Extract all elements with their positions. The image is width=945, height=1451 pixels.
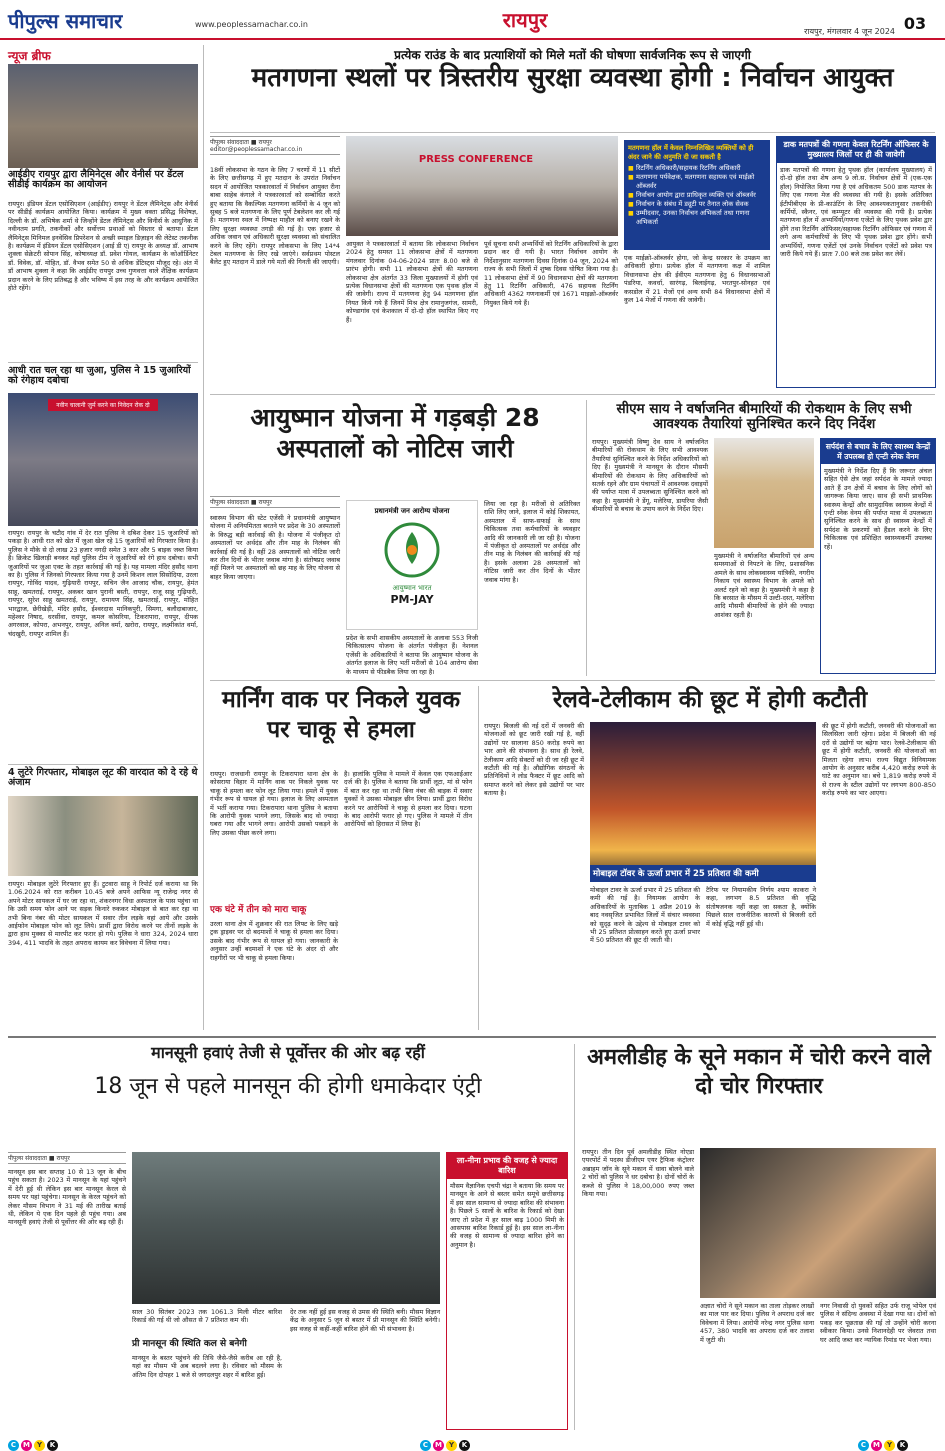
magenta-mark: M — [871, 1440, 882, 1451]
la-nina-box-body: मौसम वैज्ञानिक एचपी चंद्रा ने बताया कि समय पर मानसून के आने से बस्तर समेत समूचे छत्तीसगढ़ में इस साल सामान्य से ज्यादा बारिश की संभावना है। पिछले 5 सालों के बारिश के रिकार्ड को देखा जाए तो प्रदेश में हर साल बाढ़ 1000 मिमी के आसपास बारिश रिकार्ड हुई है। इस साल ला-नीना की वजह से सामान्य से ज्यादा बारिश होने का अनुमान है। — [450, 1182, 564, 1249]
morning-walk-body-col1b: उरला थाना क्षेत्र में शुक्रवार की रात लिफ्ट के लिए खड़े ट्रक ड्राइवर पर दो बदमाशों ने चाकू से हमला कर दिया। उसके बाद गंभीर रूप से घायल हो गया। जानकारी के अनुसार उन्हीं बदमाशों ने एक घंटे के अंदर दो और राहगीरों पर भी चाकू से हमला किया। — [210, 920, 338, 962]
railway-body-col4: की छूट में होगी कटौती, जनवरी की योजनाओं का सिलसिला जारी रहेगा। प्रदेश में बिजली की नई दरों से उद्योगों पर बढ़ेगा भार। रेलवे-टेलीकाम की छूट में होगी कटौती, जनवरी की योजनाओं का मिलता रहेगा लाभ। राज्य विद्युत विनियामक आयोग के अनुसार करीब 4,420 करोड़ रुपये के घाटे का अनुमान था। बचे 1,819 करोड़ रुपये में से राज्य के स्टील उद्योगों पर लगभग 800-850 करोड़ रुपये का भार आएगा। — [822, 722, 936, 798]
railway-body-col1: रायपुर। बिजली की नई दरों में जनवरी की योजनाओं को छूट जारी रखी गई है, वहीं उद्योगों पर सालाना 850 करोड़ रुपये का भार आने की संभावना है। साथ ही रेलवे, टेलीकाम आदि सेक्टरों को दी जा रही छूट में कटौती की गई है। औद्योगिक संगठनों के प्रतिनिधियों ने लोड फैक्टर में छूट आदि को समाप्त करने को लेकर इसे उद्योगों पर भार बताया है। — [484, 722, 584, 798]
magenta-mark: M — [433, 1440, 444, 1451]
news-brief-label: न्यूज ब्रीफ — [8, 49, 51, 63]
monsoon-body-col2: साल 30 सितंबर 2023 तक 1061.3 मिली मीटर बारिश रिकार्ड की गई थी जो औसत से 7 प्रतिशत कम थी। — [132, 1308, 282, 1325]
yellow-mark: Y — [34, 1440, 45, 1451]
morning-walk-headline: मार्निंग वाक पर निकले युवक पर चाकू से हमला — [221, 687, 461, 743]
counting-hall-box — [624, 140, 770, 250]
paper-logo — [8, 6, 168, 36]
palm-trees-storm-photo — [132, 1152, 440, 1304]
cyan-mark: C — [8, 1440, 19, 1451]
pmjay-logo-top: प्रधानमंत्री जन आरोग्य योजना — [374, 507, 450, 515]
brief-item2-headline: आधी रात चल रहा था जुआ, पुलिस ने 15 जुआरियों को रंगेहाथ दबोचा — [8, 365, 191, 387]
ayushman-body-col2: प्रदेश के सभी शासकीय अस्पतालों के अलावा 553 निजी चिकित्सालय योजना के अंतर्गत पंजीकृत हैं। नेशनल एजेंसी के अधिकारियों ने बताया कि आयुष्मान योजना के अंतर्गत इलाज के लिए भर्ती मरीजों से 104 आरोग्य सेवा के माध्यम से फीडबैक लिया जा रहा है। — [346, 634, 478, 676]
lead-body-col1: 18वीं लोकसभा के गठन के लिए 7 चरणों में 11 सीटों के लिए छत्तीसगढ़ में हुए मतदान के उपरांत निर्वाचन सदन में आयोजित पत्रकारवार्ता में निर्वाचन आयुक्त रीना बाबा साहेब कंगाले ने पत्रकारवार्ता को सम्बोधित करते हुए बताया कि वैकल्पिक मतगणना कर्मियों के 4 जून को सुबह 5 बजे मतगणना के लिए पूर्ण टेबलेशन कर ली गई है। मतगणना स्थल में निष्पक्ष माहौल को बनाए रखने के लिए सुरक्षा व्यवस्था तगड़ी की गई है। एक हजार से अधिक जवान एवं अधिकारी सुरक्षा व्यवस्था को संचालित करने के लिए रहेंगे। रायपुर लोकसभा के लिए 14*4 टेबल मतगणना के लिए रखे जाएंगे। सर्वप्रथम पोस्टल बैलेट हुए मतदान में डाले गये मतों की गिनती की जाएगी। — [210, 166, 340, 267]
power-tower-photo — [590, 722, 816, 882]
lead-byline: पीपुल्स संवाददाता ■ रायपुर editor@peoplessamachar.co.in — [210, 136, 340, 158]
box-item: ■ रिटर्निंग अधिकारी/सहायक रिटर्निंग अधिकारी — [628, 164, 766, 173]
railway-body-col3: टैरिफ पर नियामकीय निर्णय श्याम काकरा ने कहा, लगभग 8.5 प्रतिशत की वृद्धि संतोषजनक नहीं कहा जा सकता है, क्योंकि पिछले साल राजनीतिक कारणों से बिजली दरों में कोई वृद्धि नहीं हुई थी। — [706, 886, 816, 928]
cyan-mark: C — [858, 1440, 869, 1451]
monsoon-kicker: मानसूनी हवाएं तेजी से पूर्वोत्तर की ओर बढ़ रहीं — [151, 1043, 425, 1062]
lead-body-col2: आयुक्त ने पत्रकारवार्ता में बताया कि लोकसभा निर्वाचन 2024 हेतु समस्त 11 लोकसभा क्षेत्रों में मतगणना मंगलवार दिनांक 04-06-2024 प्रातः 8.00 बजे से प्रारंभ होगी। सभी 11 लोकसभा क्षेत्रों की मतगणना लोकसभा क्षेत्र अंतर्गत 33 जिला मुख्यालयों में होगी एवं प्रत्येक विधानसभा क्षेत्रों की मतगणना एक पृथक हॉल में की जावेगी। राज्य में मतगणना हेतु 94 मतगणना हॉल नियत किये गये हैं जिनमें मिश्र क्षेत्र रामानुजगंज, सामरी, कोण्डागांव एवं केशकाल में दो-दो हॉल स्थापित किए गए हैं। — [346, 240, 478, 324]
railway-headline: रेलवे-टेलीकाम की छूट में होगी कटौती — [552, 687, 868, 713]
box-item: ■ निर्वाचन के संबंध में ड्यूटी पर तैनात लोक सेवक — [628, 200, 766, 209]
counting-hall-box-title: मतगणना हॉल में केवल निम्नलिखित व्यक्तियों को ही अंदर जाने की अनुमति दी जा सकती है — [628, 144, 754, 161]
postal-ballot-box-title: डाक मतपत्रों की गणना केवल रिटर्निंग ऑफिसर के मुख्यालय जिलों पर ही की जावेगी — [777, 137, 935, 163]
masthead — [0, 0, 945, 40]
black-mark: K — [897, 1440, 908, 1451]
power-tower-caption: मोबाइल टॉवर के ऊर्जा प्रभार में 25 प्रतिशत की कमी — [590, 865, 816, 882]
la-nina-box-title: ला-नीना प्रभाव की वजह से ज्यादा बारिश — [447, 1153, 567, 1179]
lead-body-col3: पूर्व सूचना सभी अभ्यर्थियों को रिटर्निंग अधिकारियों के द्वारा प्रदान कर दी गयी है। भारत निर्वाचन आयोग के निर्देशानुसार मतगणना दिवस दिनांक 04 जून, 2024 को राज्य के सभी जिलों में शुष्क दिवस घोषित किया गया है। 11 लोकसभा क्षेत्रों में 90 विधानसभा क्षेत्रों की मतगणना हेतु 11 रिटर्निंग अधिकारी, 476 सहायक रिटर्निंग अधिकारी 4362 गणनाकर्मी एवं 1671 माइक्रो-ऑब्जर्वर नियुक्त किये गये हैं। — [484, 240, 618, 307]
amlidih-headline: अमलीडीह के सूने मकान में चोरी करने वाले दो चोर गिरफ्तार — [587, 1045, 931, 1099]
city-title: रायपुर — [502, 8, 548, 32]
cyan-mark: C — [420, 1440, 431, 1451]
edition-date: रायपुर, मंगलवार 4 जून 2024 — [804, 27, 895, 36]
website[interactable]: www.peoplessamachar.co.in — [195, 20, 308, 29]
press-conference-photo — [346, 136, 618, 236]
lead-body-col5: एक माईक्रो-ऑब्जर्वर होगा, जो केन्द्र सरकार के उपक्रम का अधिकारी होगा। प्रत्येक हॉल में मतगणना कक्ष में शामिल विधानसभा क्षेत्र की ईवीएम मतगणना हेतु 6 विधानसभाओं पंडरिया, कवर्धा, सारंगढ़, बिलाईगढ़, भरतपुर-सोनहत एवं कसडोल में 21 मेजों एवं अन्य सभी 84 विधानसभा क्षेत्रों में कुल 14 मेजों में गणना की जावेगी। — [624, 254, 770, 305]
snake-venom-box — [820, 438, 936, 674]
magenta-mark: M — [21, 1440, 32, 1451]
box-item: ■ मतगणना पर्यवेक्षक, मतगणना सहायक एवं माईक्रो ऑब्जर्वर — [628, 173, 766, 191]
snake-venom-box-title: सर्पदंश से बचाव के लिए स्वास्थ्य केन्द्रों में उपलब्ध हो एन्टी स्नेक वेनम — [821, 439, 935, 464]
black-mark: K — [459, 1440, 470, 1451]
snake-venom-box-body: मुख्यमंत्री ने निर्देश दिए हैं कि जरूरत अंचल सहित ऐसे क्षेत्र जहां सर्पदंश के मामले ज्यादा आते हैं उन क्षेत्रों में बचाव के लिए लोगों को जागरूक किया जाए। साथ ही सभी प्राथमिक स्वास्थ्य केन्द्रों और सामुदायिक स्वास्थ्य केन्द्रों में एन्टी स्नेक वेनम की पर्याप्त मात्रा में उपलब्धता सुनिश्चित करने के साथ ही स्वास्थ्य केन्द्रों में सर्पदंश के प्रकरणों को हैंडल करने के लिए चिकित्सक एवं प्रशिक्षित स्वास्थ्यकर्मी उपलब्ध रहें। — [824, 467, 932, 551]
morning-walk-body-col1: रायपुर। राजधानी रायपुर के टिकरापारा थाना क्षेत्र के कोसराया विहार में मार्निंग वाक पर निकले युवक पर चाकू से हमला कर फोन लूट लिया गया। हमले में युवक गंभीर रूप से घायल हो गया। इलाज के लिए अस्पताल में भर्ती कराया गया। टिकरापारा थाना पुलिस ने बताया कि आरोपी युवक भागने लगा, जिसके बाद वो ज्यादा घबरा गया और भागने लगा। आरोपी उसको पकड़ने के लिए उसका पीछा करने लगा। — [210, 770, 338, 837]
cmyk-marks-footer-right — [858, 1432, 938, 1449]
pmjay-logo-mid: आयुष्मान भारत — [392, 584, 432, 592]
ayushman-headline: आयुष्मान योजना में गड़बड़ी 28 अस्पतालों को नोटिस जारी — [250, 403, 540, 464]
amlidih-body-col3: नगर निवासी दो युवकों सहित उर्फ राजू भोपेल एवं पुलिस ने संदिग्ध अवस्था में देखा गया था। दोनों को पकड़ कर पूछताछ की गई तो उन्होंने चोरी करना स्वीकार किया। उनसे निशानदेही पर जेवरात तथा घर आदि जब्त कर न्यायिक रिमांड पर भेजा गया। — [820, 1302, 936, 1344]
brief-item1-headline: आईडीए रायपुर द्वारा लैमिनेट्स और वेनीर्स पर डेंटल सीडीई कार्यक्रम का आयोजन — [8, 169, 184, 191]
brief-item3-body: रायपुर। मोबाइल लुटेरे गिरफ्तार हुए हैं। टुटवारा साहू ने रिपोर्ट दर्ज कराया था कि 1.06.2024 को रात करीबन 10.45 बजे अपने आफिस न्यू राजेन्द्र नगर से अपने मोटर सायकल में घर जा रहा था, शंकरनगर विधा अस्पताल के पास पहुंचा था कि उसी समय फोन आने पर सड़क किनारे रुककर मोबाइल से बात कर रहा था तभी बिना नंबर की मोटर सायकल में सवार तीन लड़के वहां आये और उसके आईफोन मोबाइल फोन को लूट लिये। प्रार्थी द्वारा विरोध करने पर तीनों लड़के के द्वारा हाथ मुक्का से मारपीट कर फरार हो गये। पुलिस ने धारा 324, 2024 धारा 394, 411 भादवि के तहत अपराध कायम कर विवेचना में लिया गया। — [8, 880, 198, 947]
lead-headline: मतगणना स्थलों पर त्रिस्तरीय सुरक्षा व्यवस्था होगी : निर्वाचन आयुक्त — [251, 63, 894, 93]
box-item: ■ निर्वाचन आयोग द्वारा प्राधिकृत व्यक्ति एवं ऑब्जर्वर — [628, 191, 766, 200]
monsoon-headline: 18 जून से पहले मानसून की होगी धमाकेदार एंट्री — [94, 1074, 482, 1099]
cm-body-col2: मुख्यमंत्री ने वर्षाजनित बीमारियों एवं अन्य समस्याओं से निपटने के लिए, प्रशासनिक अमले के साथ लोकस्वास्थ्य यांत्रिकी, नगरीय निकाय एवं स्वास्थ्य विभाग के अमले को अलर्ट रहने को कहा है। मुख्यमंत्री ने कहा है कि बरसात के मौसम में उल्टी-दस्त, मलेरिया आदि मौसमी बीमारियों के होने की ज्यादा आशंका रहती है। — [714, 552, 814, 619]
amlidih-body-col2: अज्ञात चोरों ने सूने मकान का ताला तोड़कर लाखों का माल पार कर दिया। पुलिस ने अपराध दर्ज कर विवेचना में लिया। आरोपी नरेन्द्र नगर पुलिस थाना 457, 380 भादवि का अपराध दर्ज कर तलाश में जुटी थी। — [700, 1302, 814, 1344]
lead-kicker: प्रत्येक राउंड के बाद प्रत्याशियों को मिले मतों की घोषणा सार्वजनिक रूप से जाएगी — [394, 48, 751, 62]
black-mark: K — [47, 1440, 58, 1451]
brief-item2-body: रायपुर। रायपुर के चटौद गांव में देर रात पुलिस ने दबिश देकर 15 जुआरियों को पकड़ा है। आधी रात को खेत में जुआ खेल रहे 15 जुआरियों को गिरफ्तार किया है। पुलिस ने मौके से दो लाख 23 हजार नगदी समेत 3 कार और 5 बाइक जब्त किया है। क्रिकेट खिलाड़ी बनकर यहाँ पुलिस टीम ने जुआरियों को रंगे हाथ दबोचा। सभी जुआरियों पर जुआ एक्ट के तहत कार्रवाई की गई है। यह मामला मंदिर हसौद थाना का है। पुलिस ने जिनको गिरफ्तार किया गया है उनमें किशन लाल सिसोदिया, उरला रायपुर, गोविंद यादव, गुढ़ियारी रायपुर, सचिन जैन आजाद चौक, रायपुर, हेमंत साहू, खमतराई, रायपुर, अकबर खान पुरानी बस्ती, रायपुर, राजू साहू गुढ़ियारी, रायपुर, सुरेश साहू खमतराई, रायपुर, रामायण सिंह, खमतराई, रायपुर, मोहित भारद्वाज, छेरीखेड़ी, मंदिर हसौद, ईश्वरदास मानिकपुरी, सिमगा, बलौदाबाजार, महेश्वर निषाद, धरसींवा, रायपुर, कमल कोसरिया, टिकरापारा, रायपुर, दीपक अगरवाल, कोपरा, अभनपुर, रायपुर, अनिल वर्मा, खरोरा, रायपुर, लक्ष्मीकांत वर्मा, चंदखुरी, रायपुर शामिल हैं। — [8, 529, 198, 638]
monsoon-byline: पीपुल्स संवाददाता ■ रायपुर — [8, 1152, 126, 1167]
page-number: 03 — [903, 14, 927, 33]
banner-caption: नवीन चालानी जुर्म करने का निवेदन रोक दो — [48, 399, 158, 411]
morning-walk-body-col2: है। हालांकि पुलिस ने मामले में केवल एक एफआईआर दर्ज की है। पुलिस ने बताया कि प्रार्थी लूटा, मां से फोन में बात कर रहा था तभी बिना नंबर की बाइक में सवार युवकों ने उसका मोबाइल छीन लिया। प्रार्थी द्वारा विरोध करने पर आरोपियों ने चाकू से हमला कर दिया। घटना के बाद आरोपी फरार हो गए। पुलिस ने मामले में तीन आरोपियों को हिरासत में लिया है। — [344, 770, 472, 829]
pmjay-logo-bottom: PM-JAY — [390, 593, 434, 606]
handcuffs-photo — [700, 1148, 936, 1298]
morning-walk-subhead: एक घंटे में तीन को मारा चाकू — [210, 905, 307, 915]
brief-item3-headline: 4 लुटेरे गिरफ्तार, मोबाइल लूट की वारदात को दे रहे थे अंजाम — [8, 767, 198, 789]
dental-event-photo — [8, 64, 198, 168]
ayushman-body-col3: लिया जा रहा है। मरीजों से अतिरिक्त राशि लिए जाने, इलाज में कोई शिकायत, अस्पताल में साफ-सफाई के साथ चिकित्सक तथा कर्मचारियों के व्यवहार आदि की जानकारी ली जा रही है। योजना में पंजीकृत दो अस्पतालों पर अर्थदंड और तीन माह के निलंबन की कार्रवाई की गई है। इसके अलावा 28 अस्पतालों को नोटिस जारी कर तीन दिनों के भीतर जवाब मांगा है। — [484, 500, 580, 584]
monsoon-subhead: प्री मानसून की स्थिति कल से बनेगी — [132, 1339, 247, 1349]
brief-item1-body: रायपुर। इंडियन डेंटल एसोसिएशन (आईडीए) रायपुर ने डेंटल लैमिनेट्स और वेनीर्स पर सीडीई कार्यक्रम आयोजित किया। कार्यक्रम में मुख्य वक्ता प्रसिद्ध विशेषज्ञ, दिल्ली के डॉ. अभिषेक शर्मा थे जिन्होंने डेंटल लैमिनेट्स और विनीर्स के आधुनिक में नवीनतम प्रगति, तकनीकों और सर्वोत्तम प्रथाओं को विस्तार से बताया। डेंटल लैमिनेट्स मिनिमल इनवेसिव प्रिपरेशन से अच्छी स्माइल डिज़ाइन की लेटेस्ट तकनीक है। कार्यक्रम में इंडियन डेंटल एसोसिएशन (आई डी ए) रायपुर के अध्यक्ष डॉ. आभाष शुक्ला सेक्रेटरी सोपान सिंह, कोषाध्यक्ष डॉ. प्रवेश गोयल, कार्यक्रम के कोऑर्डिनेटर डॉ. विवेक, डॉ. मोहित, डॉ. वैभव समेत 50 से अधिक डेंटिस्ट्स मौजूद रहे। अंत में डॉ आभाष शुक्ला ने कहा कि आईडीए रायपुर उच्च गुणवत्ता वाले शैक्षिक कार्यक्रम प्रदान करने के लिए प्रतिबद्ध है और भविष्य में इस तरह के और कार्यक्रम आयोजित होते रहेंगे। — [8, 200, 198, 293]
robbers-photo — [8, 796, 198, 876]
amlidih-body-col1: रायपुर। तीन दिन पूर्व अमलीडीह स्थित नोएडा एयरपोर्ट में पदस्थ डीजीएम एयर ट्रैफिक कंट्रोलर अब्राहम जॉन के सूने मकान में धावा बोलने वाले 2 चोरों को पुलिस ने धर दबोचा है। दोनों चोरों के कब्जे से पुलिस ने 18,00,000 रुपए जब्त किया गया। — [582, 1148, 694, 1199]
monsoon-body-col2b: मानसून के बस्तर पहुंचने की तिथि जैसे-जैसे करीब आ रही है, यहां का मौसम भी अब बदलने लगा है। रविवार को मौसम के अंतिम दिन दोपहर 1 बजे से जगदलपुर शहर में बारिश हुई। — [132, 1354, 282, 1379]
cm-photo — [714, 438, 814, 548]
pmjay-emblem-icon — [382, 520, 442, 580]
paper-name: पीपुल्स समाचार — [8, 9, 123, 33]
pmjay-logo — [346, 500, 478, 630]
cm-headline: सीएम साय ने वर्षाजनित बीमारियों की रोकथाम के लिए सभी आवश्यक तैयारियां सुनिश्चित करने दिए निर्देश — [616, 401, 912, 432]
yellow-mark: Y — [446, 1440, 457, 1451]
monsoon-body-col1: मानसून इस बार सप्ताह 10 से 13 जून के बीच पहुंच सकता है। 2023 में मानसून के यहां पहुंचने में देरी हुई थी लेकिन इस बार मानसून केरल से समय पर यहां पहुंचेगा। मानसून के केरल पहुंचने को लेकर मौसम विभाग ने 31 मई की तारीख बताई थी, लेकिन ये एक दिन पहले ही पहुंच गया। अब मानसूनी हवाएं तेजी से पूर्वोत्तर की ओर बढ़ रही हैं। — [8, 1168, 126, 1227]
box-item: ■ उम्मीदवार, उनका निर्वाचन अभिकर्ता तथा गणना अभिकर्ता — [628, 209, 766, 227]
cmyk-marks-footer — [8, 1432, 88, 1449]
monsoon-body-col3: देर तक नहीं हुई इस वजह से उमस की स्थिति बनी। मौसम विज्ञान केंद्र के अनुसार 5 जून से बस्तर में प्री मानसून की स्थिति बनेगी। इस वजह से कहीं-कहीं बारिश होने की भी संभावना है। — [290, 1308, 440, 1333]
cmyk-marks-footer-mid — [420, 1432, 500, 1449]
yellow-mark: Y — [884, 1440, 895, 1451]
gamblers-photo — [8, 393, 198, 526]
ayushman-byline: पीपुल्स संवाददाता ■ रायपुर — [210, 496, 340, 511]
la-nina-box — [446, 1152, 568, 1430]
railway-body-col2: मोबाइल टावर के ऊर्जा प्रभार में 25 प्रतिशत की कमी की गई है। नियामक आयोग के अधिकारियों के मुताबिक 1 अप्रैल 2019 के बाद नवसृजित प्रभावित जिलों में संचार व्यवस्था को सुदृढ़ करने के उद्देश्य से मोबाइल टावर को भी 25 प्रतिशत प्रोत्साहन करते हुए ऊर्जा प्रभार में 50 प्रतिशत की छूट दी जाती थी। — [590, 886, 700, 945]
ayushman-body-col1: स्वास्थ्य विभाग की स्टेट एजेंसी ने प्रधानमंत्री आयुष्मान योजना में अनियमितता बरतने पर प्रदेश के 30 अस्पतालों के विरुद्ध बड़ी कार्रवाई की है। योजना में पंजीकृत दो अस्पतालों पर अर्थदंड और तीन माह के निलंबन की कार्रवाई की गई है। वहीं 28 अस्पतालों को नोटिस जारी कर तीन दिनों के भीतर जवाब मांगा है। संतोषप्रद जवाब नहीं मिलने पर अस्पतालों को छह माह के लिए योजना से बाहर किया जाएगा। — [210, 514, 340, 581]
press-board: PRESS CONFERENCE — [418, 154, 534, 165]
postal-ballot-box-body: डाक मतपत्रों की गणना हेतु पृथक हॉल (कार्यालय मुख्यालय) में दो-दो हॉल तथा शेष अन्य 9 लो.स. निर्वाचन क्षेत्रों में (एक-एक हॉल) नियोजित किया गया है एवं अधिकतम 500 डाक मतपत्र के लिए एक गणना मेज की व्यवस्था की गयी है। इसके अतिरिक्त ईटीपीबीएस के प्री-काउंटिंग के लिए आवश्यकतानुसार तकनीकी कर्मियों, स्कैनर, एवं कम्प्यूटर की व्यवस्था की गयी है। प्रत्येक मतगणना हॉल में अभ्यर्थियों/गणना एजेंटों के लिए पृथक प्रवेश द्वार होंगे तथा रिटर्निंग ऑफिसर/सहायक रिटर्निंग ऑफिसर एवं गणना में लगे अन्य कर्मचारियों के लिए भी पृथक प्रवेश द्वार होंगे। सभी अभ्यर्थियों, गणना एजेंटों एवं उनके निर्वाचन एजेंटों को प्रवेश पत्र जारी किये गये हैं। प्रातः 7.00 बजे तक प्रवेश कर लेवें। — [780, 166, 932, 259]
postal-ballot-box — [776, 136, 936, 388]
cm-body-col1: रायपुर। मुख्यमंत्री विष्णु देव साय ने वर्षाजनित बीमारियों की रोकथाम के लिए सभी आवश्यक तैयारियां सुनिश्चित करने के निर्देश अधिकारियों को दिए हैं। मुख्यमंत्री ने मानसून के दौरान मौसमी बीमारियों की रोकथाम के लिए अधिकारियों को सतर्क रहने और ग्राम पंचायतों में आवश्यक दवाइयों की पर्याप्त मात्रा में उपलब्धता सुनिश्चित करने को कहा है। मुख्यमंत्री ने डेंगू, मलेरिया, डायरिया जैसी बीमारियों से बचाव के उपाय करने के निर्देश दिए। — [592, 438, 708, 514]
